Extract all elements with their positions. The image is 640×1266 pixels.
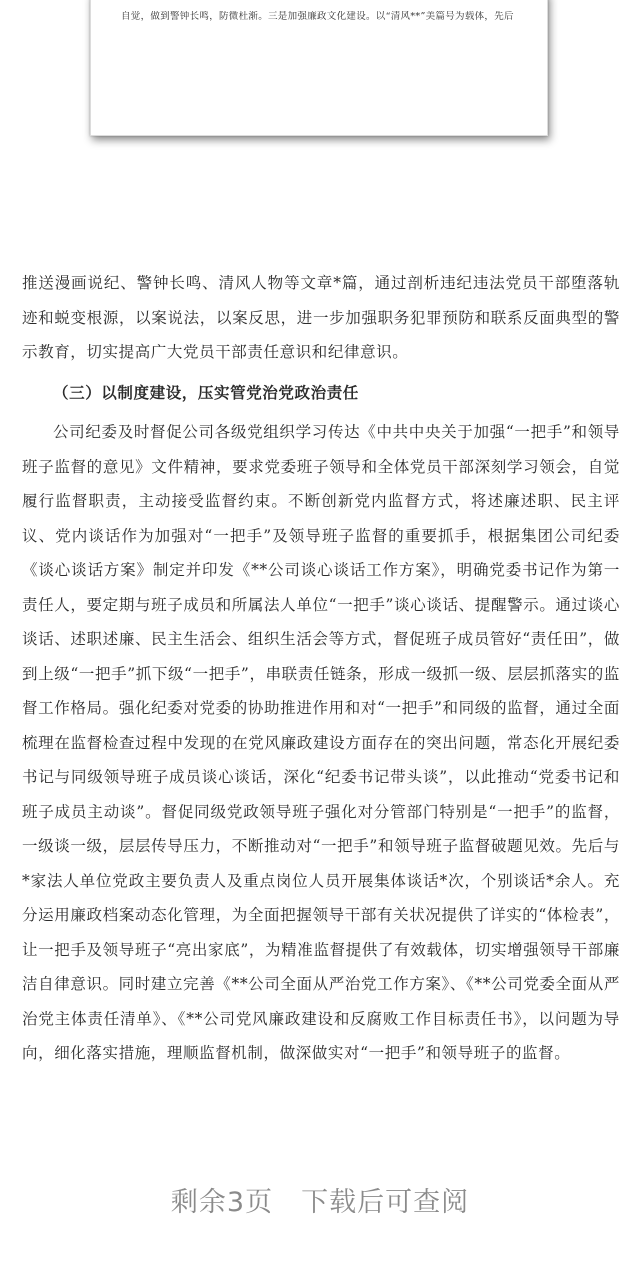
preview-text-line: 自觉，做到警钟长鸣，防微杜渐。三是加强廉政文化建设。以“清风**”美篇号为载体，先后 (121, 11, 514, 22)
preview-text-line (121, 0, 521, 1)
body-paragraph: 推送漫画说纪、警钟长鸣、清风人物等文章*篇，通过剖析违纪违法党员干部堕落轨迹和蜕变根源，以案说法，以案反思，进一步加强职务犯罪预防和联系反面典型的警示教育，切实提高广大党员干部责任意识和纪律意识。 (22, 274, 620, 361)
download-to-view-text: 下载后可查阅 (301, 1187, 470, 1218)
remaining-pages-text: 剩余3页 (170, 1187, 274, 1218)
body-paragraph: 公司纪委及时督促公司各级党组织学习传达《中共中央关于加强“一把手”和领导班子监督的意见》文件精神，要求党委班子领导和全体党员干部深刻学习领会，自觉履行监督职责，主动接受监督约束。不断创新党内监督方式，将述廉述职、民主评议、党内谈话作为加强对“一把手”及领导班子监督的重要抓手，根据集团公司纪委《谈心谈话方案》制定并印发《**公司谈心谈话工作方案》，明确党委书记作为第一责任人，要定期与班子成员和所属法人单位“一把手”谈心谈话、提醒警示。通过谈心谈话、述职述廉、民主生活会、组织生活会等方式，督促班子成员管好“责任田”，做到上级“一把手”抓下级“一把手”，串联责任链条，形成一级抓一级、层层抓落实的监督工作格局。强化纪委对党委的协助推进作用和对“一把手”和同级的监督，通过全面梳理在监督检查过程中发现的在党风廉政建设方面存在的突出问题，常态化开展纪委书记与同级领导班子成员谈心谈话，深化“纪委书记带头谈”，以此推动“党委书记和班子成员主动谈”。督促同级党政领导班子强化对分管部门特别是“一把手”的监督，一级谈一级，层层传导压力，不断推动对“一把手”和领导班子监督破题见效。先后与*家法人单位党政主要负责人及重点岗位人员开展集体谈话*次，个别谈话*余人。充分运用廉政档案动态化管理，为全面把握领导干部有关状况提供了详实的“体检表”，让一把手及领导班子“亮出家底”，为精准监督提供了有效载体，切实增强领导干部廉洁自律意识。同时建立完善《**公司全面从严治党工作方案》、《**公司党委全面从严治党主体责任清单》、《**公司党风廉政建设和反腐败工作目标责任书》，以问题为导向，细化落实措施，理顺监督机制，做深做实对“一把手”和领导班子的监督。 (22, 423, 620, 1062)
section-heading: （三）以制度建设，压实管党治党政治责任 (53, 382, 359, 402)
download-prompt[interactable] (0, 1180, 640, 1219)
document-body (22, 266, 620, 1071)
page-preview-card (90, 0, 548, 136)
